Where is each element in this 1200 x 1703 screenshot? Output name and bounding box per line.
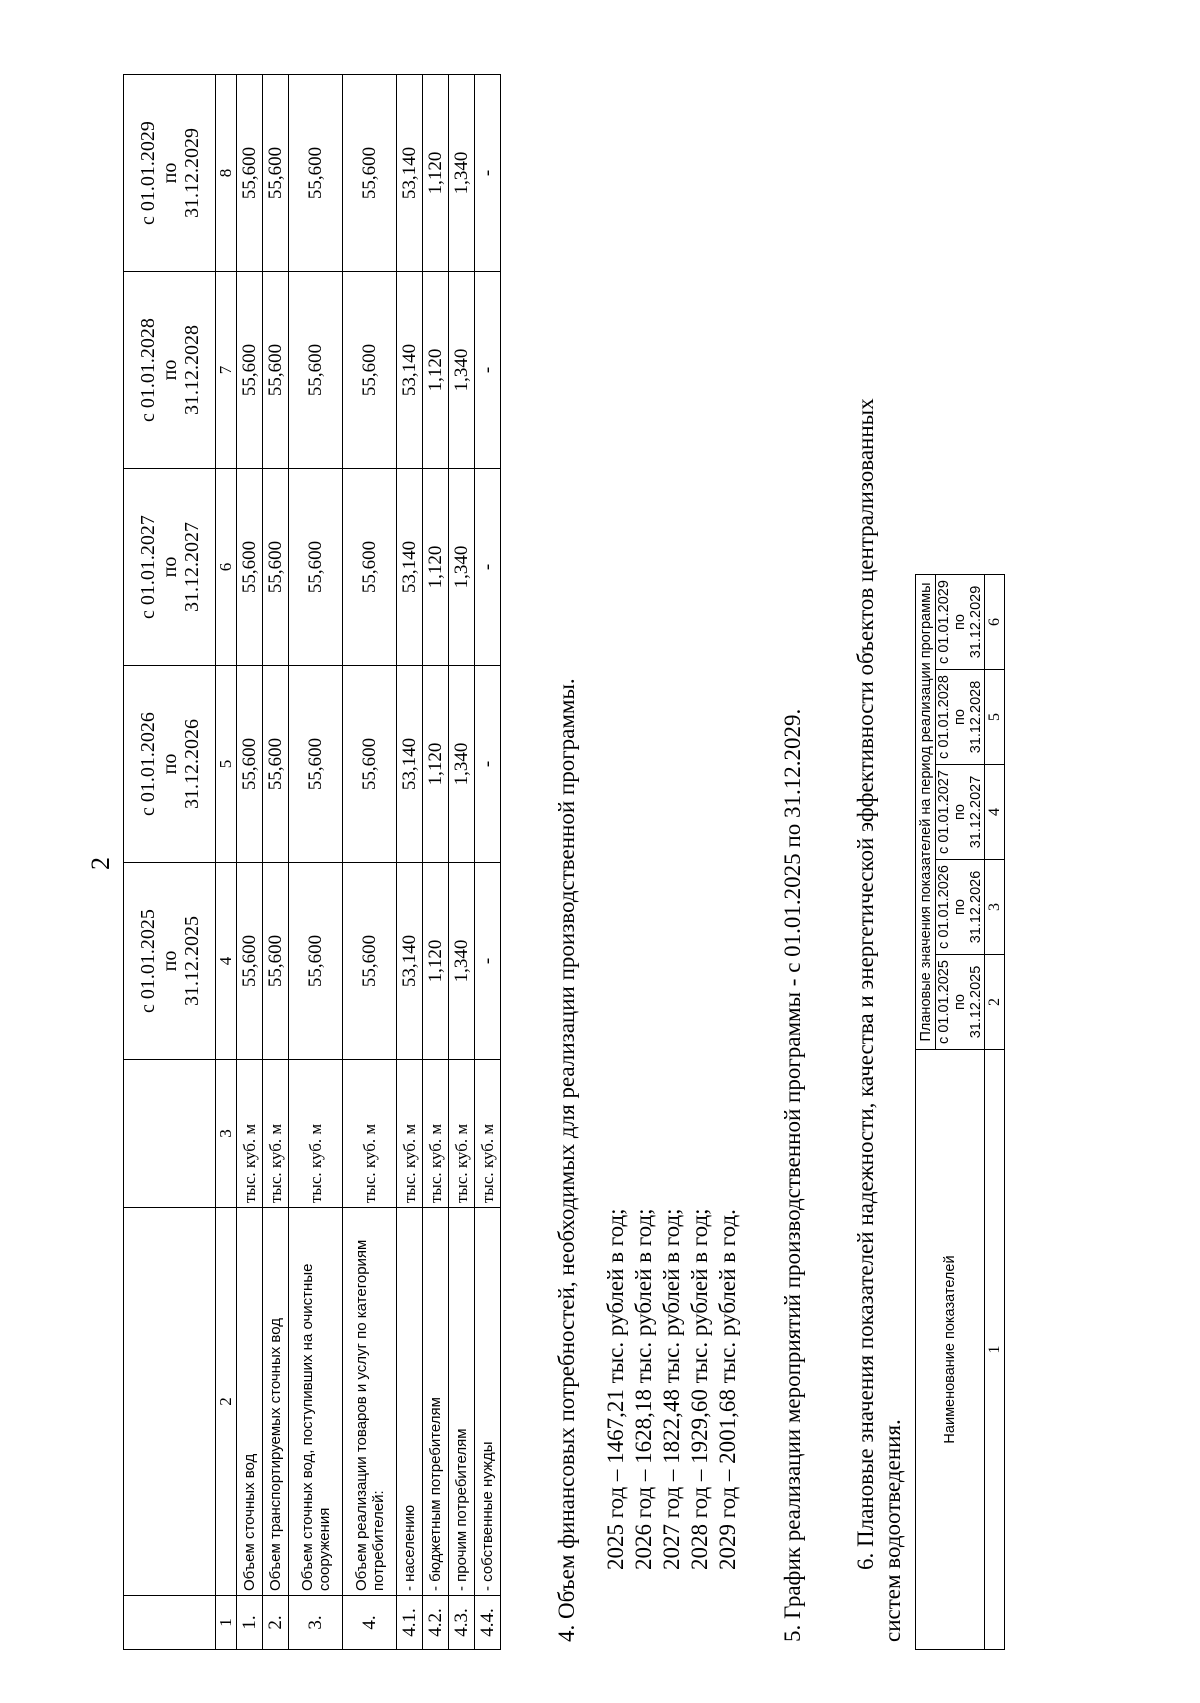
row-name: Объем транспортируемых сточных вод	[263, 1208, 289, 1596]
table-row	[423, 75, 449, 1650]
column-number: 6	[985, 575, 1005, 670]
row-number: 1.	[237, 1596, 263, 1650]
financial-year-line: 2028 год – 1929,60 тыс. рублей в год;	[687, 1208, 712, 1570]
row-value: 53,140	[397, 469, 423, 666]
row-value: -	[475, 469, 501, 666]
financial-year-line: 2026 год – 1628,18 тыс. рублей в год;	[631, 1208, 656, 1570]
table-row	[237, 75, 263, 1650]
column-number: 5	[985, 670, 1005, 765]
row-value: 55,600	[263, 272, 289, 469]
table-row	[397, 75, 423, 1650]
period-header: с 01.01.2026 по 31.12.2026	[936, 860, 985, 955]
row-value: 1,340	[449, 666, 475, 863]
row-unit: тыс. куб. м	[289, 1060, 343, 1208]
section5-heading: 5. График реализации мероприятий производственной программы - с 01.01.2025 по 31.12.2029.	[780, 708, 805, 1642]
row-value: 1,120	[423, 469, 449, 666]
financial-year-line: 2029 год – 2001,68 тыс. рублей в год.	[715, 1209, 740, 1570]
table-row	[343, 75, 397, 1650]
section6-heading: 6. Плановые значения показателей надежности, качества и энергетической эффективности объектов централизованных	[853, 398, 878, 1570]
page-number: 2	[86, 857, 115, 870]
row-value: 55,600	[343, 75, 397, 272]
period-header: с 01.01.2025 по 31.12.2025	[124, 863, 216, 1060]
table-row	[449, 75, 475, 1650]
section6-heading-continued: систем водоотведения.	[880, 1419, 905, 1642]
column-number: 2	[985, 955, 1005, 1050]
section4-heading: 4. Объем финансовых потребностей, необходимых для реализации производственной программы.	[554, 678, 579, 1642]
column-number: 4	[216, 863, 237, 1060]
production-volume-table	[123, 74, 501, 1650]
row-number: 2.	[263, 1596, 289, 1650]
row-number: 3.	[289, 1596, 343, 1650]
row-value: 55,600	[289, 272, 343, 469]
row-name: - бюджетным потребителям	[423, 1208, 449, 1596]
table-row	[263, 75, 289, 1650]
row-value: 55,600	[237, 666, 263, 863]
row-value: -	[475, 75, 501, 272]
row-value: -	[475, 272, 501, 469]
row-unit: тыс. куб. м	[475, 1060, 501, 1208]
planned-indicators-table	[915, 574, 1005, 1650]
row-value: 55,600	[237, 272, 263, 469]
row-value: 55,600	[263, 666, 289, 863]
period-header: с 01.01.2027 по 31.12.2027	[936, 765, 985, 860]
row-value: 55,600	[289, 666, 343, 863]
row-value: 1,340	[449, 75, 475, 272]
table1-column-numbers-row	[216, 75, 237, 1650]
row-value: 55,600	[263, 75, 289, 272]
row-unit: тыс. куб. м	[449, 1060, 475, 1208]
row-name: - населению	[397, 1208, 423, 1596]
row-value: 1,340	[449, 863, 475, 1060]
row-unit: тыс. куб. м	[237, 1060, 263, 1208]
row-value: -	[475, 666, 501, 863]
period-header: с 01.01.2025 по 31.12.2025	[936, 955, 985, 1050]
row-value: 55,600	[289, 469, 343, 666]
financial-year-line: 2025 год – 1467,21 тыс. рублей в год;	[603, 1208, 628, 1570]
row-name: Объем сточных вод, поступивших на очистные сооружения	[289, 1208, 343, 1596]
row-value: 55,600	[343, 863, 397, 1060]
row-unit: тыс. куб. м	[263, 1060, 289, 1208]
row-value: 55,600	[343, 469, 397, 666]
rotated-page	[18, 70, 1118, 1650]
row-value: 55,600	[289, 863, 343, 1060]
row-number: 4.1.	[397, 1596, 423, 1650]
row-value: 1,120	[423, 863, 449, 1060]
planned-values-header: Плановые значения показателей на период реализации программы	[916, 575, 936, 1050]
row-name: - собственные нужды	[475, 1208, 501, 1596]
row-value: 53,140	[397, 666, 423, 863]
row-value: 55,600	[237, 469, 263, 666]
table-row	[289, 75, 343, 1650]
column-number: 1	[985, 1050, 1005, 1650]
header-cell-empty	[124, 1596, 216, 1650]
financial-year-line: 2027 год – 1822,48 тыс. рублей в год;	[659, 1208, 684, 1570]
period-header: с 01.01.2029 по 31.12.2029	[124, 75, 216, 272]
row-value: 55,600	[263, 469, 289, 666]
row-number: 4.3.	[449, 1596, 475, 1650]
column-number: 2	[216, 1208, 237, 1596]
column-number: 3	[985, 860, 1005, 955]
row-value: 53,140	[397, 75, 423, 272]
column-number: 6	[216, 469, 237, 666]
period-header: с 01.01.2026 по 31.12.2026	[124, 666, 216, 863]
column-number: 4	[985, 765, 1005, 860]
row-name: Объем сточных вод	[237, 1208, 263, 1596]
row-unit: тыс. куб. м	[397, 1060, 423, 1208]
row-value: 55,600	[289, 75, 343, 272]
table-row	[475, 75, 501, 1650]
table2-group-header-row	[916, 575, 936, 1650]
period-header: с 01.01.2028 по 31.12.2028	[124, 272, 216, 469]
row-value: 1,340	[449, 469, 475, 666]
row-unit: тыс. куб. м	[343, 1060, 397, 1208]
row-value: -	[475, 863, 501, 1060]
period-header: с 01.01.2029 по 31.12.2029	[936, 575, 985, 670]
row-value: 1,340	[449, 272, 475, 469]
header-cell-empty	[124, 1060, 216, 1208]
row-value: 53,140	[397, 272, 423, 469]
period-header: с 01.01.2028 по 31.12.2028	[936, 670, 985, 765]
column-number: 8	[216, 75, 237, 272]
row-value: 1,120	[423, 272, 449, 469]
row-name: - прочим потребителям	[449, 1208, 475, 1596]
row-value: 1,120	[423, 75, 449, 272]
row-value: 1,120	[423, 666, 449, 863]
row-number: 4.4.	[475, 1596, 501, 1650]
row-value: 55,600	[237, 863, 263, 1060]
row-value: 55,600	[343, 272, 397, 469]
column-number: 1	[216, 1596, 237, 1650]
row-value: 55,600	[343, 666, 397, 863]
row-unit: тыс. куб. м	[423, 1060, 449, 1208]
indicator-name-header: Наименование показателей	[916, 1050, 985, 1650]
row-number: 4.	[343, 1596, 397, 1650]
row-value: 55,600	[237, 75, 263, 272]
row-value: 53,140	[397, 863, 423, 1060]
row-number: 4.2.	[423, 1596, 449, 1650]
table1-header-row	[124, 75, 216, 1650]
column-number: 3	[216, 1060, 237, 1208]
period-header: с 01.01.2027 по 31.12.2027	[124, 469, 216, 666]
column-number: 7	[216, 272, 237, 469]
row-name: Объем реализации товаров и услуг по категориям потребителей:	[343, 1208, 397, 1596]
header-cell-empty	[124, 1208, 216, 1596]
row-value: 55,600	[263, 863, 289, 1060]
table2-column-numbers-row	[985, 575, 1005, 1650]
column-number: 5	[216, 666, 237, 863]
